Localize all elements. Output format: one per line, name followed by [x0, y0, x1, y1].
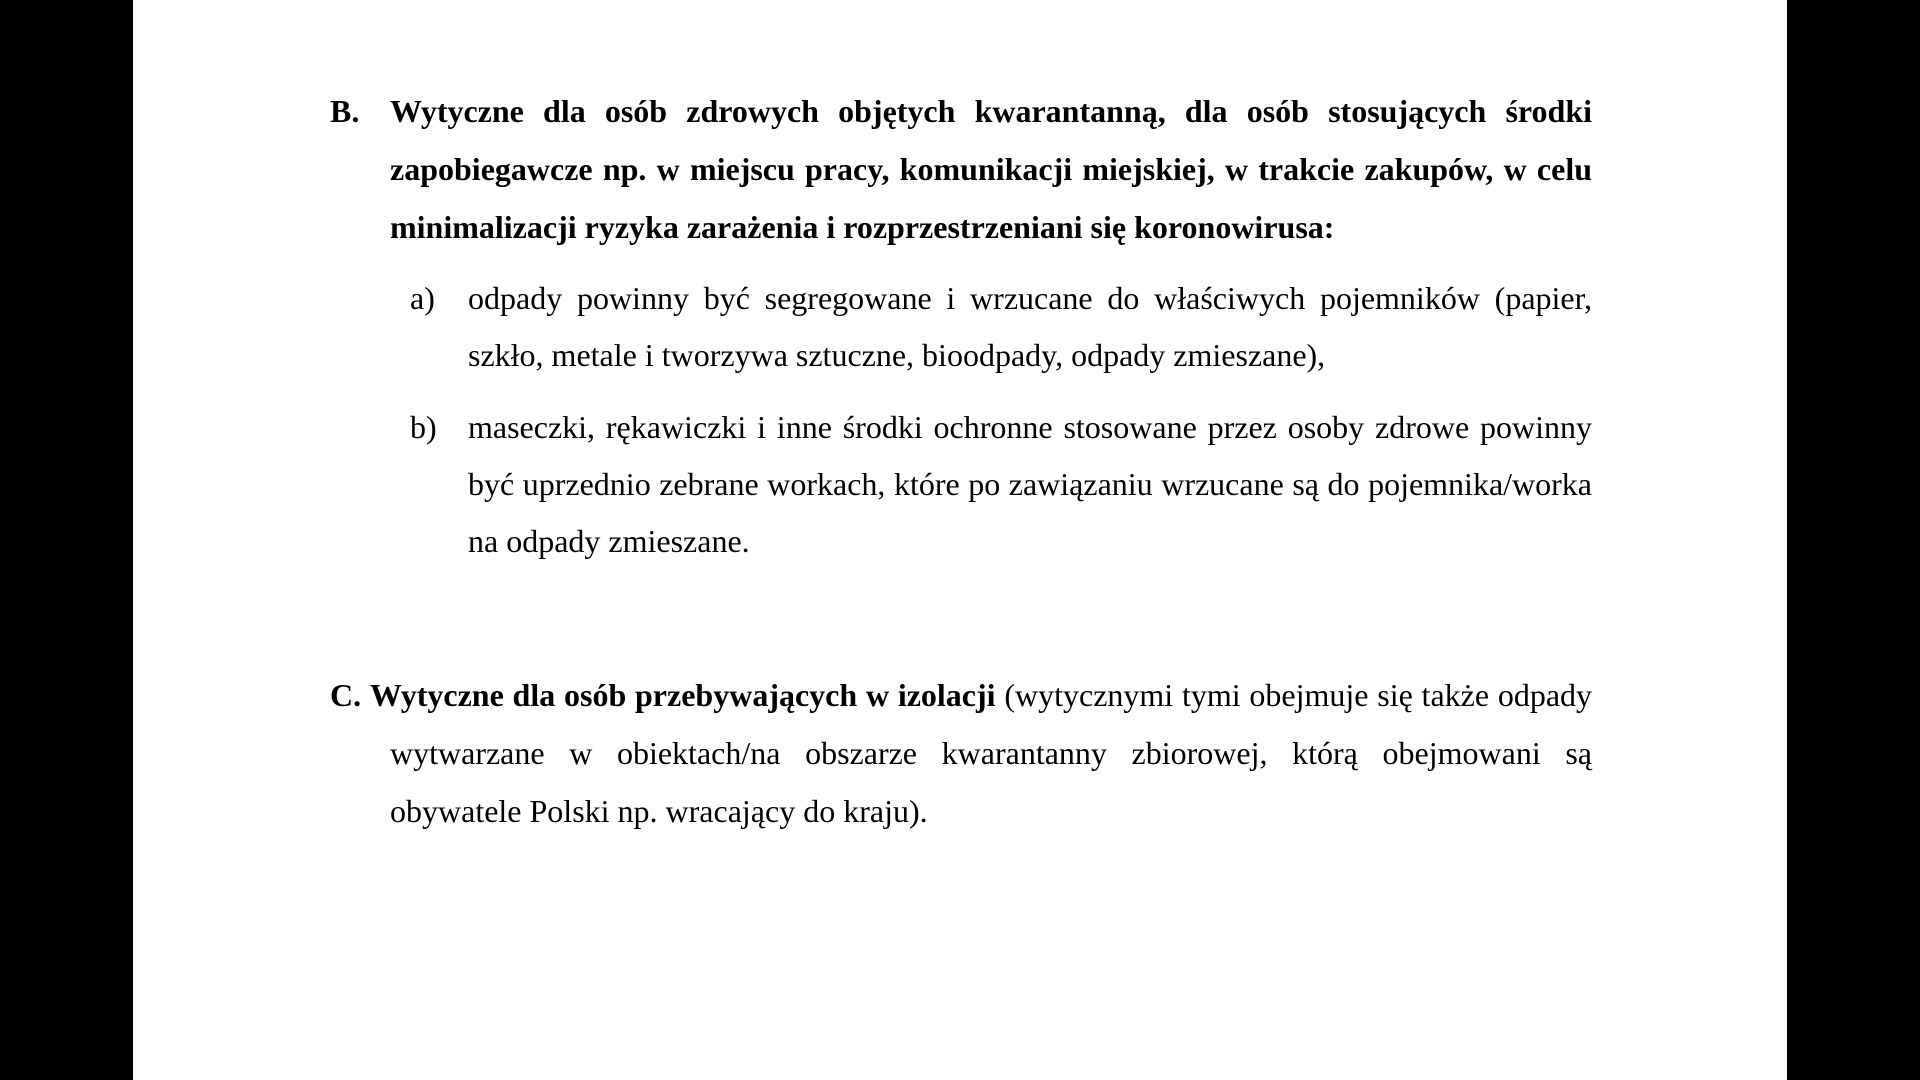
list-item-b [410, 399, 1592, 570]
document-page [133, 0, 1787, 1080]
section-c-heading: Wytyczne dla osób przebywających w izolacji [369, 677, 996, 713]
section-c-body: (wytycznymi tymi obejmuje się także odpady wytwarzane w obiektach/na obszarze kwarantanny zbiorowej, którą obejmowani są obywatele Polski np. wracający do kraju). [390, 677, 1593, 829]
list-item-a [410, 270, 1592, 384]
section-b-heading [330, 82, 1592, 256]
section-c-paragraph [330, 666, 1592, 840]
list-item-label: a) [410, 280, 435, 316]
section-c [330, 666, 1592, 840]
section-b-list [330, 270, 1592, 570]
section-b-letter: B. [330, 93, 360, 129]
list-item-label: b) [410, 409, 437, 445]
section-b [330, 82, 1592, 585]
list-item-text: maseczki, rękawiczki i inne środki ochronne stosowane przez osoby zdrowe powinny być uprzednio zebrane workach, które po zawiązaniu wrzucane są do pojemnika/worka na odpady zmieszane. [468, 409, 1592, 559]
section-c-letter: C. [330, 677, 362, 713]
section-b-heading-text: Wytyczne dla osób zdrowych objętych kwarantanną, dla osób stosujących środki zapobiegawcze np. w miejscu pracy, komunikacji miejskiej, w trakcie zakupów, w celu minimalizacji ryzyka zarażenia i rozprzestrzeniani się koronowirusa: [390, 93, 1592, 245]
list-item-text: odpady powinny być segregowane i wrzucane do właściwych pojemników (papier, szkło, metale i tworzywa sztuczne, bioodpady, odpady zmieszane), [468, 280, 1592, 373]
